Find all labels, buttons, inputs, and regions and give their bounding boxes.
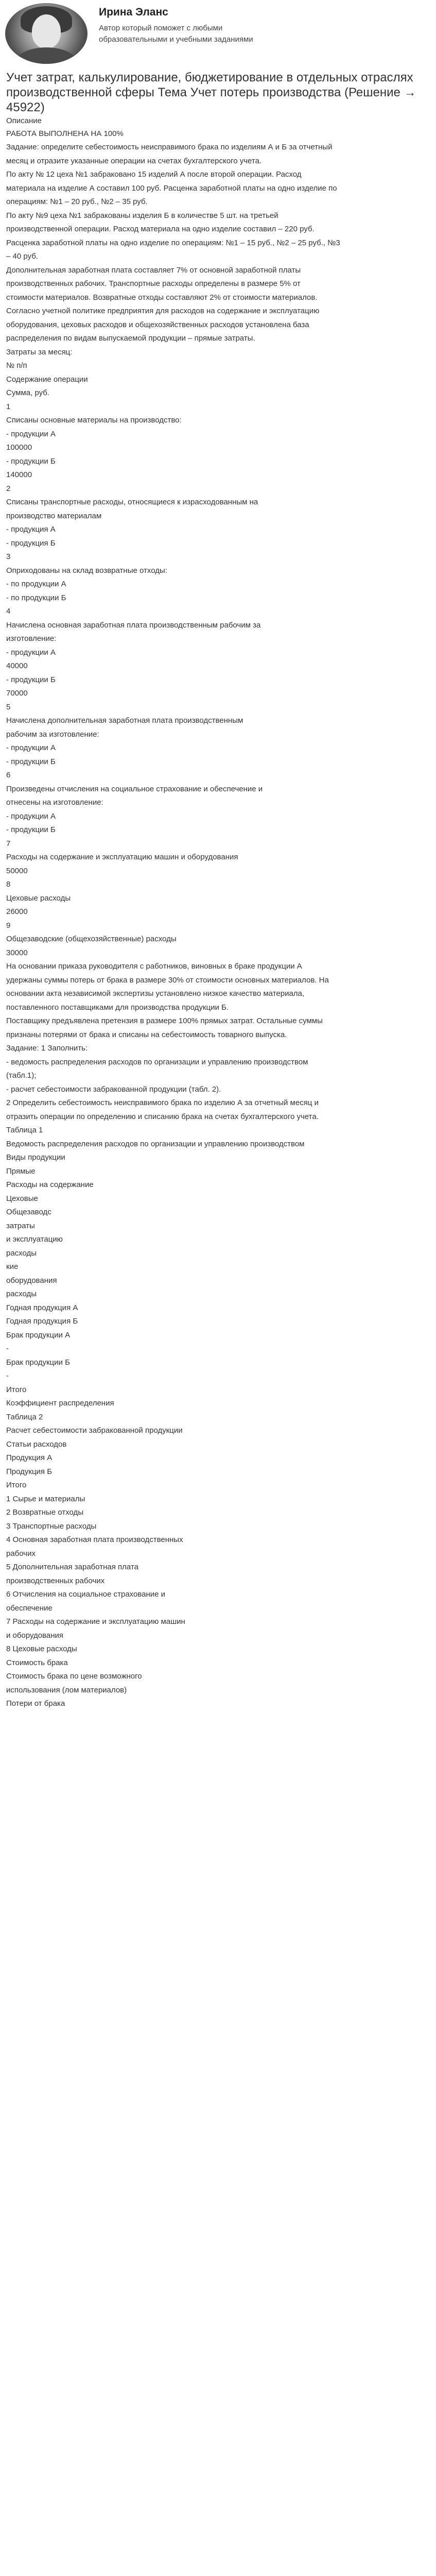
text-line: 4 — [6, 607, 11, 616]
text-line: Стоимость брака — [6, 1658, 68, 1667]
text-line: производственных рабочих — [6, 1576, 105, 1585]
text-line: - расчет себестоимости забракованной продукции (табл. 2). — [6, 1084, 221, 1094]
text-line: распределения по видам выпускаемой продукции – прямые затраты. — [6, 334, 255, 343]
description-label: Описание — [6, 116, 42, 125]
text-line: удержаны суммы потерь от брака в размере 30% от стоимости основных материалов. На — [6, 975, 329, 985]
author-name[interactable]: Ирина Эланс — [99, 6, 168, 18]
text-line: Продукция А — [6, 1453, 53, 1462]
text-line: расходы — [6, 1290, 37, 1298]
text-line: Продукция Б — [6, 1467, 53, 1476]
text-line: - — [6, 1344, 9, 1353]
text-line: Статьи расходов — [6, 1439, 67, 1449]
text-line: Брак продукции Б — [6, 1358, 70, 1367]
text-line: признаны потерями от брака и списаны на себестоимость товарного выпуска. — [6, 1030, 287, 1039]
text-line: отразить операции по определению и списанию брака на счетах бухгалтерского учета. — [6, 1112, 319, 1121]
text-line: Начислена основная заработная плата производственным рабочим за — [6, 620, 261, 630]
text-line: 5 — [6, 702, 11, 711]
text-line: Потери от брака — [6, 1699, 65, 1708]
text-line: - продукции А — [6, 648, 56, 657]
text-line: Виды продукции — [6, 1153, 65, 1162]
text-line: Цеховые расходы — [6, 893, 71, 903]
text-line: 2 — [6, 484, 11, 493]
text-line: Коэффициент распределения — [6, 1399, 114, 1408]
text-line: Оприходованы на склад возвратные отходы: — [6, 566, 167, 575]
text-line: Стоимость брака по цене возможного — [6, 1672, 142, 1681]
text-line: кие — [6, 1262, 19, 1271]
text-line: На основании приказа руководителя с работников, виновных в браке продукции А — [6, 962, 302, 971]
text-line: 26000 — [6, 907, 28, 916]
text-line: рабочих — [6, 1549, 36, 1558]
text-line: - по продукции А — [6, 580, 66, 588]
text-line: - продукции А — [6, 743, 56, 752]
text-line: материала на изделие А составил 100 руб. Расценка заработной платы на одно изделие по — [6, 183, 337, 193]
text-line: Начислена дополнительная заработная плата производственным — [6, 716, 243, 725]
text-line: Таблица 1 — [6, 1126, 43, 1134]
text-line: Дополнительная заработная плата составляет 7% от основной заработной платы — [6, 265, 301, 275]
text-line: Расходы на содержание и эксплуатацию машин и оборудования — [6, 853, 238, 861]
page-title: Учет затрат, калькулирование, бюджетирование в отдельных отраслях производственной сферы Тема Учет потерь производства (Решение → 45922) — [6, 71, 416, 114]
text-line: 7 — [6, 839, 11, 848]
text-line: 5 Дополнительная заработная плата — [6, 1563, 138, 1571]
text-line: - ведомость распределения расходов по организации и управлению производством — [6, 1057, 308, 1066]
text-line: изготовление: — [6, 634, 57, 643]
text-line: Затраты за месяц: — [6, 347, 73, 357]
text-line: отнесены на изготовление: — [6, 798, 103, 807]
text-line: оборудования — [6, 1276, 57, 1285]
text-line: обеспечение — [6, 1603, 53, 1613]
text-line: 100000 — [6, 443, 32, 452]
text-line: Итого — [6, 1481, 27, 1489]
text-line: Произведены отчисления на социальное страхование и обеспечение и — [6, 784, 263, 793]
text-line: и эксплуатацию — [6, 1235, 63, 1244]
author-info — [99, 3, 253, 45]
text-line: 8 — [6, 880, 11, 889]
text-line: - продукции А — [6, 811, 56, 821]
text-line: 7 Расходы на содержание и эксплуатацию машин — [6, 1617, 185, 1626]
text-line: 40000 — [6, 662, 28, 670]
text-line: Брак продукции А — [6, 1330, 71, 1340]
text-line: оборудования, цеховых расходов и общехозяйственных расходов установлена база — [6, 320, 309, 329]
text-line: операциям: №1 – 20 руб., №2 – 35 руб. — [6, 197, 148, 206]
text-line: По акту №9 цеха №1 забракованы изделия Б в количестве 5 шт. на третьей — [6, 211, 278, 220]
text-line: Сумма, руб. — [6, 388, 50, 397]
text-line: 6 Отчисления на социальное страхование и — [6, 1590, 166, 1599]
text-line: Задание: 1 Заполнить: — [6, 1044, 88, 1053]
text-line: месяц и отразите указанные операции на счетах бухгалтерского учета. — [6, 156, 262, 165]
text-line: 3 — [6, 552, 11, 561]
text-line: Расходы на содержание — [6, 1180, 94, 1189]
text-line: Списаны транспортные расходы, относящиеся к израсходованным на — [6, 498, 258, 506]
text-line: Расценка заработной платы на одно изделие по операциям: №1 – 15 руб., №2 – 25 руб., №3 — [6, 238, 340, 247]
text-line: поставленного поставщиками для производства продукции Б. — [6, 1003, 229, 1012]
text-line: Цеховые — [6, 1194, 38, 1203]
text-line: Годная продукция Б — [6, 1317, 78, 1326]
text-line: - продукция А — [6, 525, 56, 534]
author-avatar[interactable] — [5, 3, 88, 64]
text-line: расходы — [6, 1248, 37, 1258]
text-line: 30000 — [6, 948, 28, 957]
author-header — [0, 0, 436, 66]
text-line: Содержание операции — [6, 375, 88, 384]
text-line: 1 Сырье и материалы — [6, 1494, 85, 1503]
text-line: 6 — [6, 771, 11, 779]
text-line: 3 Транспортные расходы — [6, 1521, 97, 1531]
text-line: Ведомость распределения расходов по организации и управлению производством — [6, 1139, 305, 1148]
text-line: - продукции Б — [6, 825, 56, 834]
avatar-face — [32, 14, 61, 48]
avatar-body — [15, 47, 77, 64]
text-line: Общезаводские (общехозяйственные) расходы — [6, 935, 177, 943]
text-line: использования (лом материалов) — [6, 1685, 127, 1694]
text-line: 140000 — [6, 470, 32, 479]
document-body — [0, 116, 436, 1709]
text-line: Задание: определите себестоимость неисправимого брака по изделиям А и Б за отчетный — [6, 143, 333, 151]
text-line: 9 — [6, 921, 11, 930]
text-line: 2 Возвратные отходы — [6, 1508, 84, 1517]
text-line: производственной операции. Расход материала на одно изделие составил – 220 руб. — [6, 225, 315, 233]
text-line: - продукции А — [6, 429, 56, 438]
text-line: 70000 — [6, 689, 28, 698]
text-line: 1 — [6, 402, 11, 411]
text-line: Прямые — [6, 1166, 36, 1176]
status-text: РАБОТА ВЫПОЛНЕНА НА 100% — [6, 129, 124, 138]
text-line: - продукции Б — [6, 456, 56, 466]
text-line: стоимости материалов. Возвратные отходы составляют 2% от стоимости материалов. — [6, 293, 318, 302]
text-line: Общезаводс — [6, 1208, 51, 1216]
text-line: затраты — [6, 1221, 35, 1230]
text-line: основании акта независимой экспертизы установлено низкое качество материала, — [6, 989, 305, 998]
text-line: производство материалам — [6, 511, 102, 520]
text-line: производственных рабочих. Транспортные расходы определены в размере 5% от — [6, 279, 301, 288]
text-line: - продукции Б — [6, 675, 56, 684]
text-line: По акту № 12 цеха №1 забраковано 15 изделий А после второй операции. Расход — [6, 170, 302, 179]
text-line: – 40 руб. — [6, 252, 38, 261]
text-line: Согласно учетной политике предприятия для расходов на содержание и эксплуатацию — [6, 307, 320, 315]
text-line: рабочим за изготовление: — [6, 730, 99, 739]
text-line: - продукция Б — [6, 538, 56, 548]
text-line: (табл.1); — [6, 1071, 37, 1080]
text-line: 4 Основная заработная плата производственных — [6, 1535, 183, 1544]
author-description: Автор который поможет с любыми образовательными и учебными заданиями — [99, 24, 253, 44]
text-lines — [6, 142, 430, 1709]
text-line: Расчет себестоимости забракованной продукции — [6, 1426, 183, 1435]
text-line: - — [6, 1371, 9, 1380]
text-line: 8 Цеховые расходы — [6, 1645, 77, 1653]
text-line: Итого — [6, 1385, 27, 1394]
text-line: 2 Определить себестоимость неисправимого брака по изделию А за отчетный месяц и — [6, 1098, 319, 1107]
text-line: 50000 — [6, 866, 28, 875]
text-line: № п/п — [6, 361, 27, 370]
text-line: - по продукции Б — [6, 593, 66, 602]
text-line: Годная продукция А — [6, 1303, 78, 1312]
text-line: Таблица 2 — [6, 1412, 43, 1421]
text-line: и оборудования — [6, 1631, 64, 1640]
text-line: Списаны основные материалы на производство: — [6, 416, 182, 425]
text-line: - продукции Б — [6, 757, 56, 766]
text-line: Поставщику предъявлена претензия в размере 100% прямых затрат. Остальные суммы — [6, 1016, 323, 1025]
